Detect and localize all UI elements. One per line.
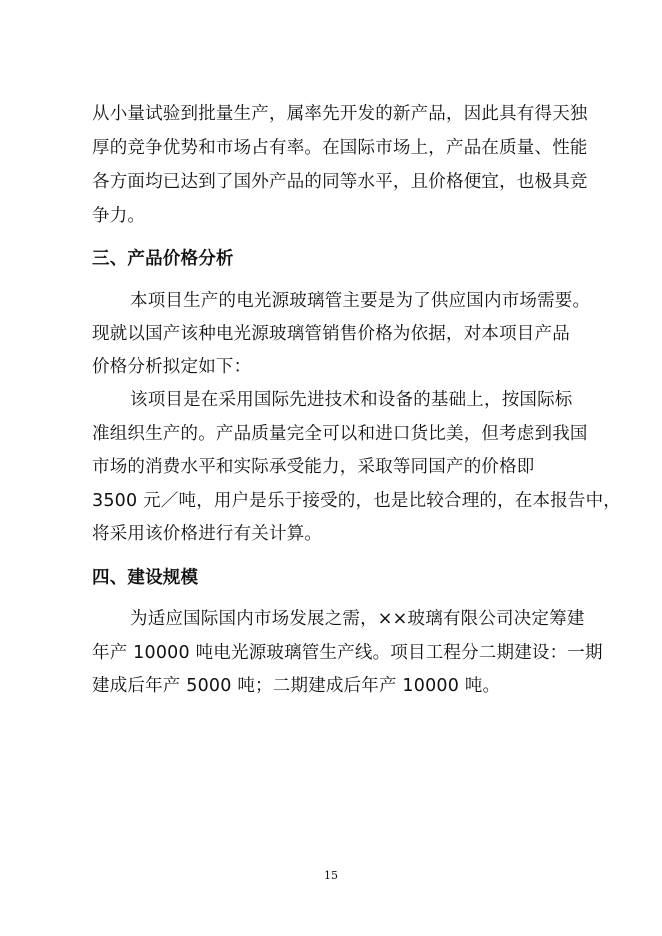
intro-line-1: 从小量试验到批量生产，属率先开发的新产品，因此具有得天独 — [92, 104, 588, 124]
intro-line-4: 争力。 — [92, 206, 146, 226]
section-3-para1-line-1: 本项目生产的电光源玻璃管主要是为了供应国内市场需要。 — [130, 291, 591, 311]
section-4-para1-line-3: 建成后年产 5000 吨；二期建成后年产 10000 吨。 — [92, 676, 501, 696]
section-3-para2-line-4: 3500 元／吨，用户是乐于接受的，也是比较合理的，在本报告中， — [92, 491, 621, 511]
section-3-para2-line-2: 准组织生产的。产品质量完全可以和进口货比美，但考虑到我国 — [92, 424, 588, 444]
section-4-para1-line-1: 为适应国际国内市场发展之需，××玻璃有限公司决定筹建 — [130, 609, 585, 629]
page-number: 15 — [324, 869, 338, 882]
section-3-para2-line-3: 市场的消费水平和实际承受能力，采取等同国产的价格即 — [92, 457, 535, 477]
section-3-para2-line-1: 该项目是在采用国际先进技术和设备的基础上，按国际标 — [130, 390, 573, 410]
section-3-para2-line-5: 将采用该价格进行有关计算。 — [92, 524, 323, 544]
section-4-heading: 四、建设规模 — [92, 568, 199, 588]
section-3-heading: 三、产品价格分析 — [92, 249, 234, 269]
section-4-para1-line-2: 年产 10000 吨电光源玻璃管生产线。项目工程分二期建设：一期 — [92, 643, 603, 663]
section-3-para1-line-2: 现就以国产该种电光源玻璃管销售价格为依据，对本项目产品 — [92, 324, 570, 344]
intro-line-3: 各方面均已达到了国外产品的同等水平，且价格便宜，也极具竞 — [92, 172, 588, 192]
intro-line-2: 厚的竞争优势和市场占有率。在国际市场上，产品在质量、性能 — [92, 138, 588, 158]
section-3-para1-line-3: 价格分析拟定如下： — [92, 357, 252, 377]
